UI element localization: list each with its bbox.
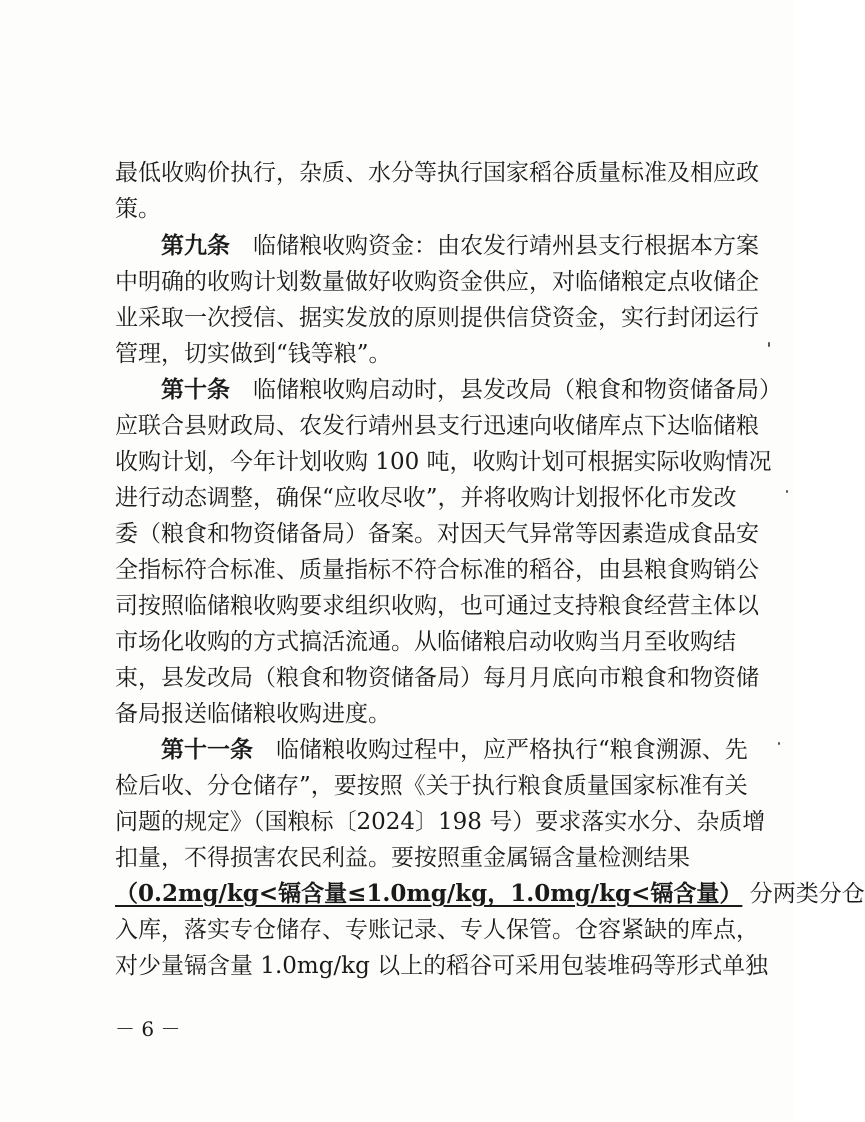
body-line: 管理，切实做到“钱等粮”。: [115, 341, 392, 367]
body-line: 业采取一次授信、据实发放的原则提供信贷资金，实行封闭运行: [115, 305, 759, 331]
scan-speck: [786, 490, 788, 493]
body-line: 问题的规定》（国粮标〔2024〕198 号）要求落实水分、杂质增: [115, 809, 766, 835]
body-line: 市场化收购的方式搞活流通。从临储粮启动收购当月至收购结: [115, 629, 736, 655]
body-line: 进行动态调整，确保“应收尽收”，并将收购计划报怀化市发改: [115, 485, 737, 511]
article-9-first-line: [161, 229, 759, 263]
scan-speck: [768, 342, 770, 347]
article-11-first-line: [161, 733, 748, 767]
page-number: － 6 －: [115, 1017, 181, 1041]
body-line: 司按照临储粮收购要求组织收购，也可通过支持粮食经营主体以: [115, 593, 759, 619]
body-line: 对少量镉含量 1.0mg/kg 以上的稻谷可采用包装堆码等形式单独: [115, 953, 769, 979]
body-line: 检后收、分仓储存”，要按照《关于执行粮食质量国家标准有关: [115, 773, 748, 799]
article-9-text: 临储粮收购资金：由农发行靖州县支行根据本方案: [253, 233, 759, 259]
article-11-text: 临储粮收购过程中，应严格执行“粮食溯源、先: [276, 737, 748, 763]
underlined-line-rest: 分两类分仓: [749, 881, 865, 907]
body-line: 应联合县财政局、农发行靖州县支行迅速向收储库点下达临储粮: [115, 413, 759, 439]
body-line: 收购计划，今年计划收购 100 吨，收购计划可根据实际收购情况: [115, 449, 772, 475]
body-line: 入库，落实专仓储存、专账记录、专人保管。仓容紧缺的库点，: [115, 917, 759, 943]
body-line: 最低收购价执行，杂质、水分等执行国家稻谷质量标准及相应政: [115, 160, 759, 186]
article-9-heading: 第九条: [161, 232, 230, 259]
article-10-heading: 第十条: [161, 376, 230, 403]
body-line: 束，县发改局（粮食和物资储备局）每月月底向市粮食和物资储: [115, 665, 759, 691]
cadmium-range-underlined: （0.2mg/kg<镉含量≤1.0mg/kg，1.0mg/kg<镉含量）: [115, 880, 743, 907]
article-11-heading: 第十一条: [161, 736, 253, 763]
body-line: 全指标符合标准、质量指标不符合标准的稻谷，由县粮食购销公: [115, 557, 759, 583]
body-line: 中明确的收购计划数量做好收购资金供应，对临储粮定点收储企: [115, 269, 759, 295]
body-line: 备局报送临储粮收购进度。: [115, 701, 391, 727]
scan-speck: [778, 742, 780, 745]
body-line: 策。: [115, 196, 161, 222]
article-10-text: 临储粮收购启动时，县发改局（粮食和物资储备局）: [253, 377, 782, 403]
article-10-first-line: [161, 373, 782, 407]
body-line: 扣量，不得损害农民利益。要按照重金属镉含量检测结果: [115, 845, 690, 871]
underlined-line: [115, 877, 865, 911]
body-line: 委（粮食和物资储备局）备案。对因天气异常等因素造成食品安: [115, 521, 759, 547]
